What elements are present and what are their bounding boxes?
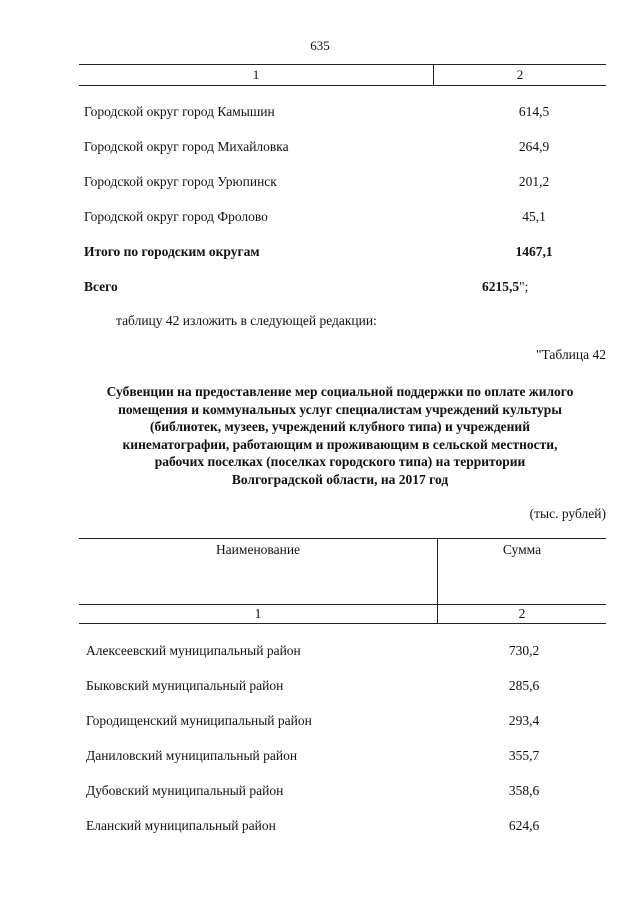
row-name: Дубовский муниципальный район	[86, 783, 284, 798]
subtotal-value: 1467,1	[515, 244, 553, 259]
row-name: Даниловский муниципальный район	[86, 748, 298, 763]
row-name: Быковский муниципальный район	[86, 678, 284, 693]
units-label: (тыс. рублей)	[529, 506, 606, 521]
row-value: 355,7	[508, 748, 540, 763]
table2-col2-number: 2	[518, 606, 526, 621]
row-value: 614,5	[518, 104, 550, 119]
title-line: рабочих поселках (поселках городского типа) на территории	[154, 454, 526, 469]
row-value: 264,9	[518, 139, 550, 154]
page-number: 635	[310, 38, 330, 53]
table2-mid-rule	[79, 604, 606, 605]
table-label: "Таблица 42	[536, 347, 606, 362]
table2-row	[86, 748, 606, 766]
table1-row	[84, 174, 606, 192]
title-line: Волгоградской области, на 2017 год	[231, 471, 449, 487]
title-line: (библиотек, музеев, учреждений клубного типа) и учреждений	[150, 419, 530, 434]
total-value-wrap	[482, 279, 528, 295]
total-label: Всего	[84, 279, 118, 294]
row-name: Еланский муниципальный район	[86, 818, 276, 833]
total-value: 6215,5	[482, 279, 520, 294]
table1-subtotal-row	[84, 244, 606, 262]
table1-row	[84, 209, 606, 227]
table1-total-row	[84, 279, 606, 297]
table2-row	[86, 783, 606, 801]
table-title	[70, 383, 610, 488]
instruction-text: таблицу 42 изложить в следующей редакции:	[116, 313, 377, 328]
title-line: Субвенции на предоставление мер социальной поддержки по оплате жилого	[106, 384, 574, 399]
title-line: кинематографии, работающим и проживающим в сельской местности,	[122, 436, 558, 452]
table2-row	[86, 643, 606, 661]
table1-row	[84, 104, 606, 122]
table2-top-rule	[79, 538, 606, 539]
table2-row	[86, 678, 606, 696]
row-name: Городской округ город Михайловка	[84, 139, 289, 154]
row-name: Городской округ город Урюпинск	[84, 174, 277, 189]
table1-header	[79, 64, 606, 86]
title-line: помещения и коммунальных услуг специалистам учреждений культуры	[118, 401, 562, 417]
table1-row	[84, 139, 606, 157]
row-value: 201,2	[518, 174, 550, 189]
table2-row	[86, 713, 606, 731]
table2-row	[86, 818, 606, 836]
row-value: 730,2	[508, 643, 540, 658]
total-suffix: ";	[519, 279, 529, 294]
row-value: 293,4	[508, 713, 540, 728]
row-name: Городищенский муниципальный район	[86, 713, 312, 728]
table2-bottom-rule	[79, 623, 606, 624]
row-name: Городской округ город Фролово	[84, 209, 268, 224]
row-name: Алексеевский муниципальный район	[86, 643, 301, 658]
table2-name-heading: Наименование	[215, 542, 301, 557]
row-value: 285,6	[508, 678, 540, 693]
table2-header	[79, 538, 606, 624]
row-value: 358,6	[508, 783, 540, 798]
row-name: Городской округ город Камышин	[84, 104, 275, 119]
table1-header-col2: 2	[516, 67, 524, 82]
table2-col1-number: 1	[254, 606, 262, 621]
row-value: 624,6	[508, 818, 540, 833]
table1-header-col1: 1	[252, 67, 260, 82]
table2-sum-heading: Сумма	[502, 542, 542, 557]
subtotal-label: Итого по городским округам	[84, 244, 260, 259]
row-value: 45,1	[522, 209, 546, 224]
